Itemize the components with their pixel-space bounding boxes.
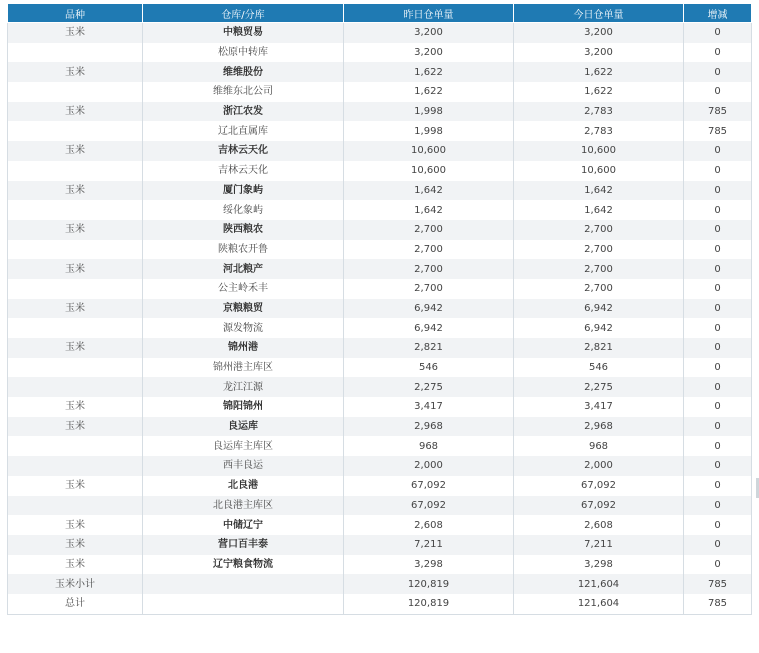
table-row [8, 299, 752, 319]
cell-variety [8, 82, 143, 102]
cell-yesterday: 10,600 [344, 161, 514, 181]
cell-yesterday: 2,968 [344, 417, 514, 437]
cell-today: 1,642 [514, 200, 684, 220]
cell-warehouse [143, 594, 344, 614]
cell-change: 0 [684, 535, 752, 555]
table-row [8, 240, 752, 260]
cell-change: 0 [684, 515, 752, 535]
cell-warehouse: 松原中转库 [143, 43, 344, 63]
cell-yesterday: 67,092 [344, 476, 514, 496]
cell-warehouse: 厦门象屿 [143, 181, 344, 201]
cell-variety: 玉米 [8, 476, 143, 496]
warehouse-receipt-table-container [7, 3, 751, 615]
cell-warehouse: 辽北直属库 [143, 121, 344, 141]
cell-variety: 玉米 [8, 535, 143, 555]
cell-today: 2,700 [514, 220, 684, 240]
cell-change: 0 [684, 397, 752, 417]
cell-warehouse [143, 574, 344, 594]
cell-variety: 玉米 [8, 62, 143, 82]
cell-warehouse: 辽宁粮食物流 [143, 555, 344, 575]
cell-today: 1,622 [514, 82, 684, 102]
cell-warehouse: 京粮粮贸 [143, 299, 344, 319]
table-row [8, 82, 752, 102]
cell-change: 0 [684, 220, 752, 240]
cell-warehouse: 中储辽宁 [143, 515, 344, 535]
cell-change: 0 [684, 299, 752, 319]
cell-yesterday: 2,700 [344, 279, 514, 299]
cell-yesterday: 6,942 [344, 299, 514, 319]
cell-warehouse: 良运库主库区 [143, 436, 344, 456]
table-row [8, 397, 752, 417]
table-row [8, 436, 752, 456]
cell-today: 2,700 [514, 259, 684, 279]
cell-yesterday: 1,998 [344, 121, 514, 141]
cell-today: 67,092 [514, 496, 684, 516]
cell-change: 0 [684, 476, 752, 496]
cell-change: 785 [684, 102, 752, 122]
cell-change: 0 [684, 318, 752, 338]
cell-change: 0 [684, 456, 752, 476]
cell-yesterday: 1,642 [344, 200, 514, 220]
cell-yesterday: 2,700 [344, 240, 514, 260]
cell-yesterday: 2,700 [344, 220, 514, 240]
cell-variety: 玉米 [8, 220, 143, 240]
cell-change: 785 [684, 594, 752, 614]
cell-today: 2,783 [514, 102, 684, 122]
cell-warehouse: 吉林云天化 [143, 141, 344, 161]
cell-change: 0 [684, 496, 752, 516]
cell-variety: 玉米 [8, 397, 143, 417]
cell-today: 546 [514, 358, 684, 378]
cell-variety [8, 358, 143, 378]
cell-variety: 玉米 [8, 141, 143, 161]
cell-variety [8, 456, 143, 476]
cell-warehouse: 维维东北公司 [143, 82, 344, 102]
cell-change: 0 [684, 377, 752, 397]
cell-variety: 玉米 [8, 515, 143, 535]
header-today: 今日仓单量 [514, 4, 684, 23]
cell-today: 2,968 [514, 417, 684, 437]
cell-today: 2,608 [514, 515, 684, 535]
cell-warehouse: 北良港 [143, 476, 344, 496]
table-row [8, 476, 752, 496]
cell-warehouse: 锦州港 [143, 338, 344, 358]
cell-yesterday: 1,998 [344, 102, 514, 122]
table-row [8, 43, 752, 63]
cell-warehouse: 绥化象屿 [143, 200, 344, 220]
cell-variety [8, 200, 143, 220]
cell-change: 0 [684, 417, 752, 437]
cell-change: 0 [684, 23, 752, 43]
table-header-row [8, 4, 752, 23]
header-warehouse: 仓库/分库 [143, 4, 344, 23]
table-row [8, 574, 752, 594]
cell-variety [8, 43, 143, 63]
cell-today: 2,821 [514, 338, 684, 358]
cell-variety: 玉米 [8, 417, 143, 437]
cell-variety: 玉米小计 [8, 574, 143, 594]
cell-warehouse: 维维股份 [143, 62, 344, 82]
table-row [8, 338, 752, 358]
cell-yesterday: 6,942 [344, 318, 514, 338]
cell-change: 785 [684, 121, 752, 141]
cell-change: 0 [684, 436, 752, 456]
cell-warehouse: 龙江江源 [143, 377, 344, 397]
cell-today: 67,092 [514, 476, 684, 496]
table-row [8, 496, 752, 516]
cell-change: 0 [684, 338, 752, 358]
cell-warehouse: 西丰良运 [143, 456, 344, 476]
cell-change: 0 [684, 181, 752, 201]
cell-variety: 玉米 [8, 338, 143, 358]
cell-change: 0 [684, 141, 752, 161]
cell-today: 1,642 [514, 181, 684, 201]
cell-warehouse: 锦州港主库区 [143, 358, 344, 378]
cell-variety: 玉米 [8, 102, 143, 122]
cell-yesterday: 10,600 [344, 141, 514, 161]
cell-warehouse: 公主岭禾丰 [143, 279, 344, 299]
cell-today: 2,275 [514, 377, 684, 397]
cell-warehouse: 中粮贸易 [143, 23, 344, 43]
cell-yesterday: 2,000 [344, 456, 514, 476]
table-row [8, 377, 752, 397]
cell-warehouse: 浙江农发 [143, 102, 344, 122]
cell-yesterday: 2,608 [344, 515, 514, 535]
cell-change: 0 [684, 240, 752, 260]
cell-variety: 玉米 [8, 259, 143, 279]
table-row [8, 279, 752, 299]
table-row [8, 535, 752, 555]
cell-today: 10,600 [514, 141, 684, 161]
cell-today: 6,942 [514, 318, 684, 338]
cell-yesterday: 2,700 [344, 259, 514, 279]
cell-today: 3,200 [514, 43, 684, 63]
cell-yesterday: 3,200 [344, 43, 514, 63]
table-row [8, 417, 752, 437]
cell-today: 6,942 [514, 299, 684, 319]
cell-variety [8, 240, 143, 260]
cell-variety [8, 496, 143, 516]
cell-warehouse: 吉林云天化 [143, 161, 344, 181]
table-row [8, 161, 752, 181]
cell-yesterday: 1,622 [344, 82, 514, 102]
table-row [8, 515, 752, 535]
cell-warehouse: 北良港主库区 [143, 496, 344, 516]
cell-variety: 玉米 [8, 555, 143, 575]
cell-variety: 玉米 [8, 181, 143, 201]
table-row [8, 594, 752, 614]
table-row [8, 555, 752, 575]
cell-variety [8, 161, 143, 181]
cell-today: 3,200 [514, 23, 684, 43]
cell-today: 10,600 [514, 161, 684, 181]
cell-yesterday: 1,622 [344, 62, 514, 82]
cell-yesterday: 120,819 [344, 594, 514, 614]
cell-variety [8, 436, 143, 456]
table-row [8, 102, 752, 122]
cell-today: 968 [514, 436, 684, 456]
cell-change: 0 [684, 200, 752, 220]
cell-variety: 总计 [8, 594, 143, 614]
cell-today: 1,622 [514, 62, 684, 82]
table-row [8, 141, 752, 161]
cell-change: 785 [684, 574, 752, 594]
table-row [8, 121, 752, 141]
cell-warehouse: 陕粮农开鲁 [143, 240, 344, 260]
cell-today: 3,298 [514, 555, 684, 575]
table-row [8, 220, 752, 240]
cell-yesterday: 968 [344, 436, 514, 456]
cell-yesterday: 1,642 [344, 181, 514, 201]
table-row [8, 318, 752, 338]
table-row [8, 358, 752, 378]
cell-variety: 玉米 [8, 23, 143, 43]
cell-change: 0 [684, 358, 752, 378]
cell-yesterday: 3,417 [344, 397, 514, 417]
cell-today: 3,417 [514, 397, 684, 417]
cell-today: 2,700 [514, 279, 684, 299]
cell-change: 0 [684, 43, 752, 63]
header-change: 增减 [684, 4, 752, 23]
cell-today: 2,000 [514, 456, 684, 476]
cell-variety [8, 279, 143, 299]
cell-change: 0 [684, 161, 752, 181]
cell-variety: 玉米 [8, 299, 143, 319]
cell-yesterday: 546 [344, 358, 514, 378]
cell-yesterday: 120,819 [344, 574, 514, 594]
cell-warehouse: 河北粮产 [143, 259, 344, 279]
cell-today: 121,604 [514, 574, 684, 594]
warehouse-receipt-table [7, 3, 752, 615]
cell-yesterday: 3,200 [344, 23, 514, 43]
cell-today: 7,211 [514, 535, 684, 555]
cell-change: 0 [684, 259, 752, 279]
table-row [8, 181, 752, 201]
cell-change: 0 [684, 279, 752, 299]
table-row [8, 259, 752, 279]
table-row [8, 200, 752, 220]
cell-warehouse: 营口百丰泰 [143, 535, 344, 555]
cell-change: 0 [684, 555, 752, 575]
cell-yesterday: 3,298 [344, 555, 514, 575]
cell-today: 121,604 [514, 594, 684, 614]
table-row [8, 62, 752, 82]
cell-yesterday: 2,275 [344, 377, 514, 397]
cell-change: 0 [684, 62, 752, 82]
cell-today: 2,700 [514, 240, 684, 260]
cell-yesterday: 7,211 [344, 535, 514, 555]
cell-variety [8, 121, 143, 141]
cell-warehouse: 锦阳锦州 [143, 397, 344, 417]
header-yesterday: 昨日仓单量 [344, 4, 514, 23]
cell-warehouse: 良运库 [143, 417, 344, 437]
cell-warehouse: 陕西粮农 [143, 220, 344, 240]
cell-change: 0 [684, 82, 752, 102]
cell-variety [8, 377, 143, 397]
table-row [8, 23, 752, 43]
header-variety: 品种 [8, 4, 143, 23]
cell-yesterday: 2,821 [344, 338, 514, 358]
cell-variety [8, 318, 143, 338]
cell-today: 2,783 [514, 121, 684, 141]
cell-yesterday: 67,092 [344, 496, 514, 516]
table-row [8, 456, 752, 476]
table-body [8, 23, 752, 615]
cell-warehouse: 源发物流 [143, 318, 344, 338]
